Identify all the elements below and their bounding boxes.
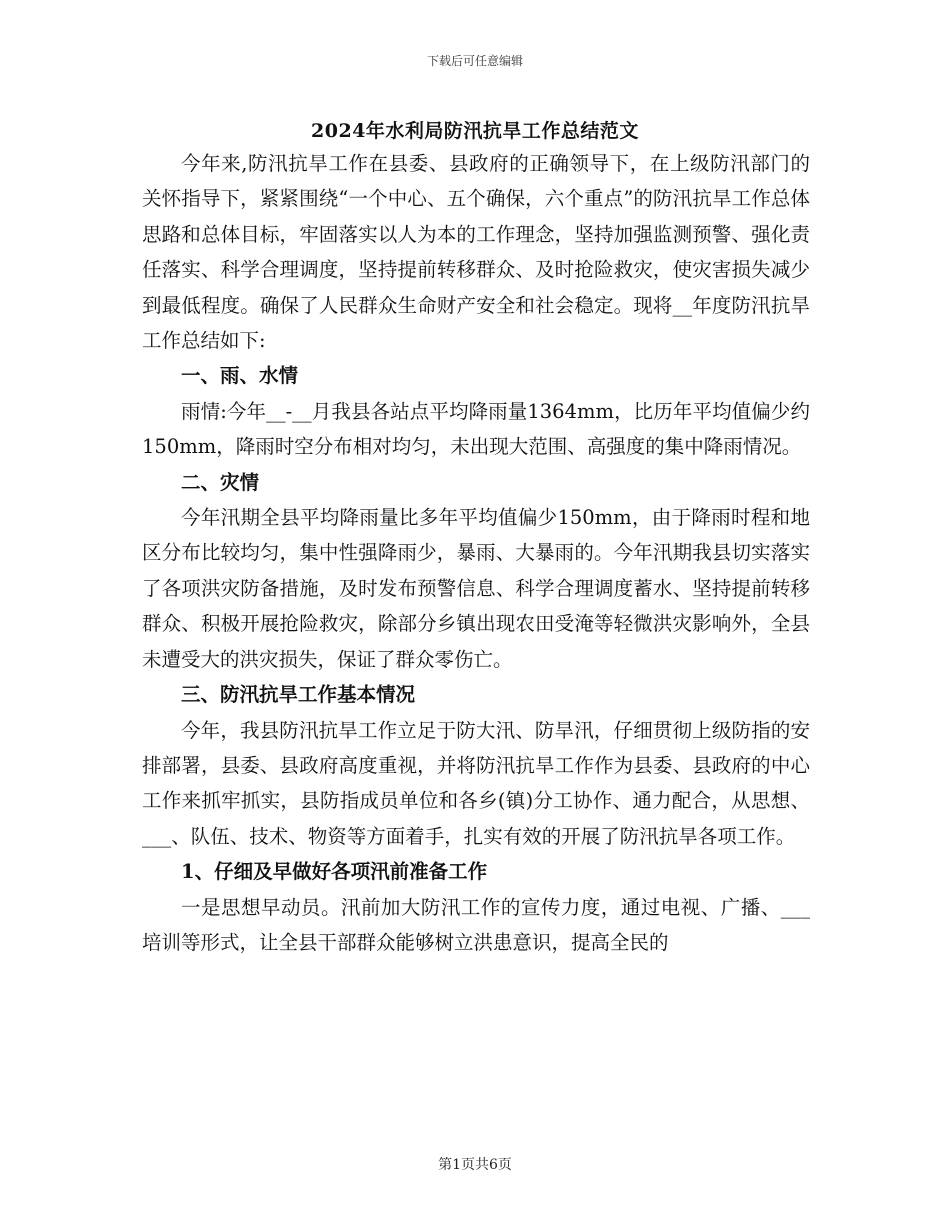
section-body-rain-water: 雨情:今年__-__月我县各站点平均降雨量1364mm，比历年平均值偏少约150mm，降雨时空分布相对均匀，未出现大范围、高强度的集中降雨情况。	[142, 399, 810, 459]
page-number: 第1页共6页	[438, 1157, 512, 1173]
section-body-basic-situation: 今年，我县防汛抗旱工作立足于防大汛、防旱汛，仔细贯彻上级防指的安排部署，县委、县政府高度重视，并将防汛抗旱工作作为县委、县政府的中心工作来抓牢抓实，县防指成员单位和各乡(镇)分工协作、通力配合，从思想、___、队伍、技术、物资等方面着手，扎实有效的开展了防汛抗旱各项工作。	[142, 718, 810, 848]
section-heading-disaster: 二、灾情	[181, 470, 260, 494]
subsection-heading-preparation: 1、仔细及早做好各项汛前准备工作	[181, 860, 488, 884]
section-heading-rain-water: 一、雨、水情	[181, 364, 299, 388]
intro-paragraph: 今年来,防汛抗旱工作在县委、县政府的正确领导下，在上级防汛部门的关怀指导下，紧紧围绕“一个中心、五个确保，六个重点”的防汛抗旱工作总体思路和总体目标，牢固落实以人为本的工作理念，坚持加强监测预警、强化责任落实、科学合理调度，坚持提前转移群众、及时抢险救灾，使灾害损失减少到最低程度。确保了人民群众生命财产安全和社会稳定。现将__年度防汛抗旱工作总结如下:	[142, 152, 810, 353]
section-heading-basic-situation: 三、防汛抗旱工作基本情况	[181, 683, 416, 707]
subsection-body-preparation: 一是思想早动员。汛前加大防汛工作的宣传力度，通过电视、广播、___培训等形式，让全县干部群众能够树立洪患意识，提高全民的	[142, 895, 810, 954]
section-body-disaster: 今年汛期全县平均降雨量比多年平均值偏少150mm，由于降雨时程和地区分布比较均匀，集中性强降雨少，暴雨、大暴雨的。今年汛期我县切实落实了各项洪灾防备措施，及时发布预警信息、科学合理调度蓄水、坚持提前转移群众、积极开展抢险救灾，除部分乡镇出现农田受淹等轻微洪灾影响外，全县未遭受大的洪灾损失，保证了群众零伤亡。	[142, 506, 810, 671]
page-header-note: 下载后可任意编辑	[426, 54, 523, 68]
document-body	[142, 146, 810, 960]
document-title: 2024年水利局防汛抗旱工作总结范文	[311, 120, 639, 142]
